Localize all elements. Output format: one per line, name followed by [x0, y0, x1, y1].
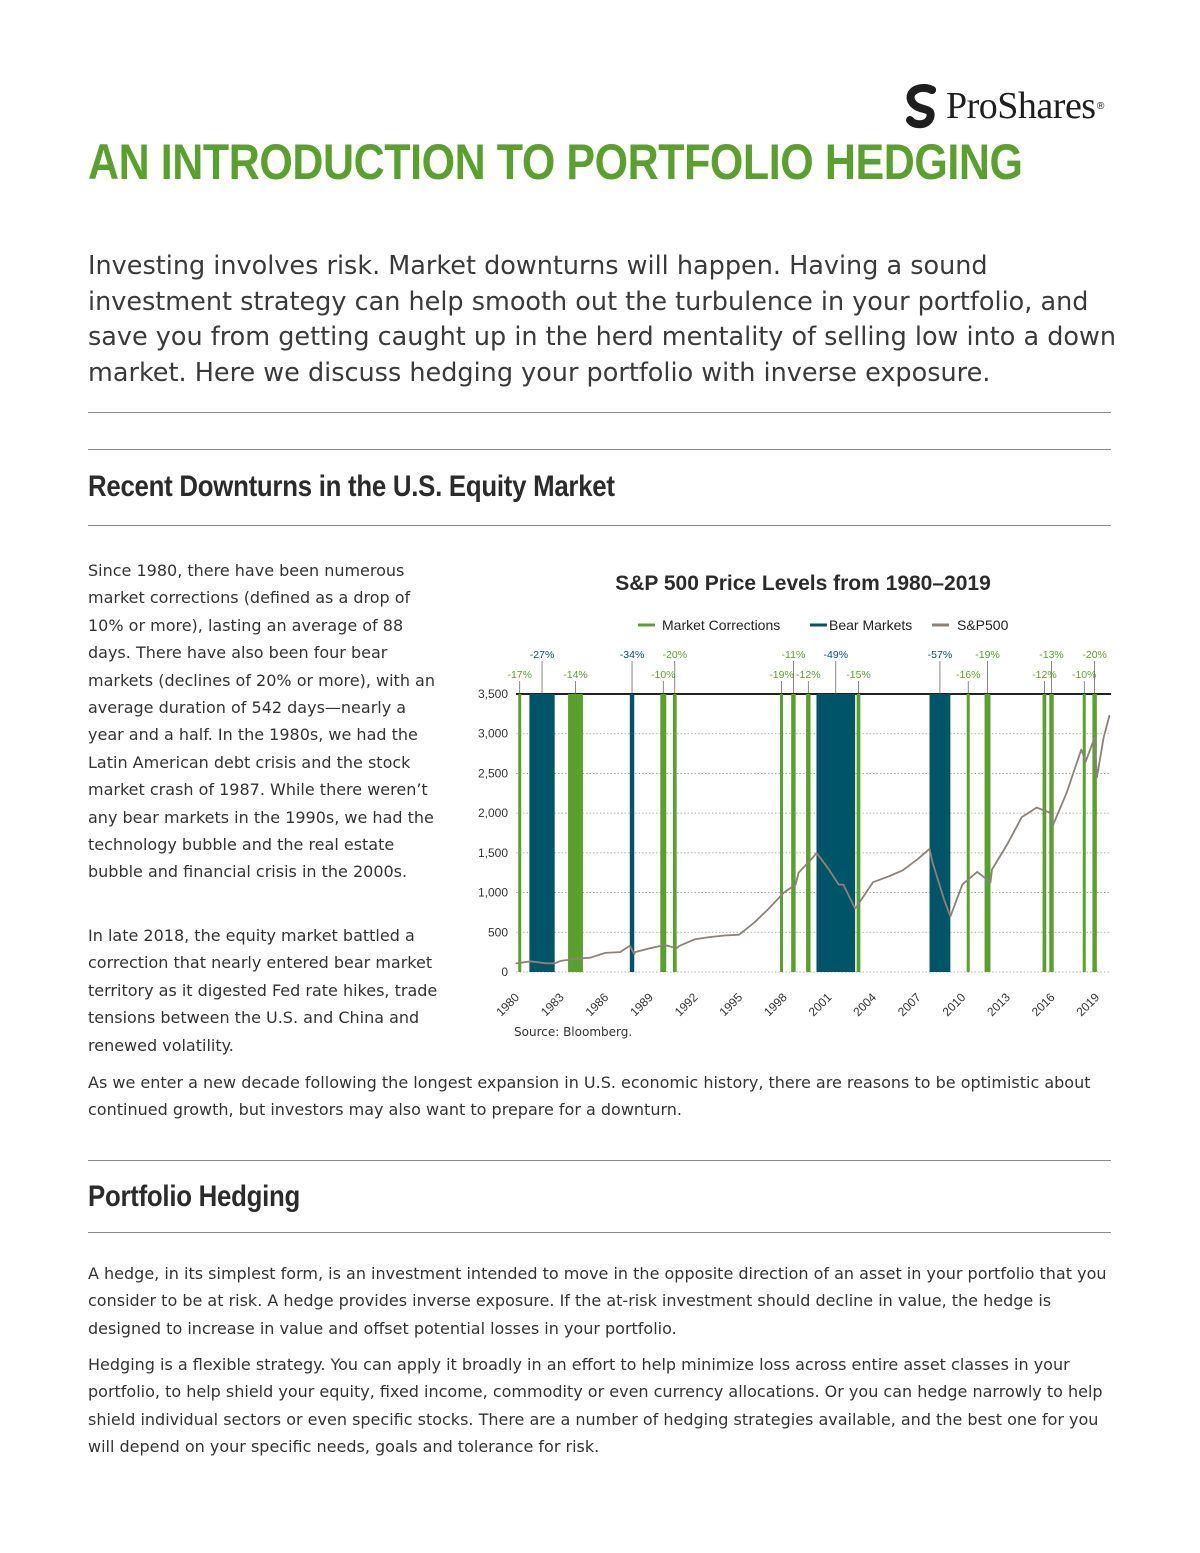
intro-paragraph: Investing involves risk. Market downturns will happen. Having a sound investment strategy can help smooth out the turbulence in your portfolio, and save you from getting caught up in the herd mentality of selling low into a down market. Here we discuss hedging your portfolio with inverse exposure.: [88, 251, 1116, 388]
correction-band: [1049, 694, 1053, 972]
correction-band: [1083, 694, 1086, 972]
sp500-point: [709, 936, 710, 937]
sp500-point: [753, 922, 754, 923]
divider: [88, 1232, 1111, 1233]
sp500-point: [605, 952, 606, 953]
section-heading-downturns: Recent Downturns in the U.S. Equity Market: [88, 470, 615, 503]
correction-band: [518, 694, 521, 972]
x-tick-label: 2007: [894, 990, 924, 1020]
downturn-label: -10%: [651, 669, 676, 681]
downturn-label: -49%: [823, 649, 849, 661]
correction-band: [568, 694, 583, 972]
sp500-point: [1036, 807, 1037, 808]
y-tick-label: 1,500: [477, 845, 508, 860]
y-tick-label: 3,500: [477, 687, 508, 701]
sp500-point: [560, 960, 561, 961]
sp500-point: [798, 872, 799, 873]
x-tick-label: 1995: [716, 990, 746, 1020]
downturn-label: -57%: [927, 649, 953, 661]
downturn-label: -11%: [781, 649, 806, 661]
sp500-point: [724, 935, 725, 936]
sp500-point: [634, 954, 635, 955]
sp500-point: [887, 876, 888, 877]
sp500-point: [977, 871, 978, 872]
y-tick-label: 1,000: [477, 885, 508, 900]
sp500-point: [590, 957, 591, 958]
sp500-point: [739, 934, 740, 935]
chart-title: S&P 500 Price Levels from 1980–2019: [615, 572, 991, 595]
downturn-label: -12%: [796, 669, 821, 681]
x-tick-label: 2004: [850, 990, 880, 1020]
x-tick-label: 2019: [1073, 990, 1103, 1020]
correction-band: [806, 694, 810, 972]
downturn-label: -20%: [1082, 649, 1107, 661]
downturn-label: -19%: [975, 649, 1000, 661]
x-tick-label: 2010: [939, 990, 969, 1020]
sp500-point: [1081, 749, 1082, 750]
sp500-point: [530, 961, 531, 962]
sp500-point: [620, 952, 621, 953]
downturn-bands: [507, 649, 1106, 972]
proshares-logo: [902, 80, 1127, 132]
sp500-point: [813, 856, 814, 857]
correction-band: [857, 694, 861, 972]
chart-legend: [638, 617, 1009, 633]
sp500-point: [902, 870, 903, 871]
sp500-point: [1021, 817, 1022, 818]
legend-label-bear: Bear Markets: [829, 617, 913, 633]
sp500-point: [1051, 813, 1052, 814]
sp500-point: [676, 948, 677, 949]
sp500-point: [649, 948, 650, 949]
logo-wordmark: ProShares: [946, 85, 1096, 127]
sp500-point: [828, 868, 829, 869]
downturn-label: -34%: [619, 649, 645, 661]
downturns-paragraph-1: Since 1980, there have been numerous market corrections (defined as a drop of 10% or more), lasting an average of 88 days. There have also been four bear markets (declines of 20% or more), with an average duration of 542 days—nearly a year and a half. In the 1980s, we had the Latin American debt crisis and the stock market crash of 1987. While there weren’t any bear markets in the 1990s, we had the technology bubble and the real estate bubble and financial crisis in the 2000s.: [88, 561, 435, 882]
x-tick-label: 1992: [671, 990, 701, 1020]
sp500-point: [575, 958, 576, 959]
sp500-point: [917, 859, 918, 860]
y-tick-label: 2,000: [477, 806, 508, 821]
divider: [88, 525, 1111, 526]
proshares-mark-icon: [902, 82, 944, 130]
x-tick-label: 2001: [805, 990, 835, 1020]
sp500-point: [554, 963, 555, 964]
downturn-label: -12%: [1032, 669, 1057, 681]
x-tick-label: 2013: [984, 990, 1013, 1020]
bear-market-band: [630, 694, 634, 972]
x-tick-label: 1986: [582, 990, 612, 1020]
divider: [88, 1160, 1111, 1161]
correction-band: [780, 694, 783, 972]
bear-market-band: [816, 694, 855, 972]
sp500-chart: [460, 560, 1130, 1050]
sp500-point: [515, 963, 516, 964]
legend-label-sp500: S&P500: [957, 617, 1009, 633]
correction-band: [1092, 694, 1096, 972]
sp500-point: [929, 848, 930, 849]
divider: [88, 412, 1111, 413]
downturn-label: -20%: [662, 649, 688, 661]
sp500-point: [962, 884, 963, 885]
downturn-label: -16%: [955, 669, 981, 681]
correction-band: [1043, 694, 1047, 972]
downturn-label: -27%: [529, 649, 555, 661]
sp500-point: [1103, 737, 1104, 738]
sp500-point: [634, 952, 635, 953]
divider: [88, 449, 1111, 450]
sp500-point: [1006, 844, 1007, 845]
bear-market-band: [529, 694, 554, 972]
downturn-label: -17%: [507, 669, 532, 681]
sp500-point: [816, 852, 817, 853]
sp500-point: [843, 884, 844, 885]
sp500-point: [950, 916, 951, 917]
grid-layer: [516, 694, 1111, 972]
downturns-paragraph-2: In late 2018, the equity market battled a correction that nearly entered bear market territory as it digested Fed rate hikes, trade tensions between the U.S. and China and renewed volatility.: [88, 926, 438, 1055]
sp500-point: [944, 900, 945, 901]
sp500-point: [629, 945, 630, 946]
sp500-point: [990, 882, 991, 883]
sp500-point: [838, 884, 839, 885]
correction-band: [673, 694, 677, 972]
sp500-point: [545, 963, 546, 964]
hedging-paragraph-1: A hedge, in its simplest form, is an investment intended to move in the opposite direction of an asset in your portfolio that you consider to be at risk. A hedge provides inverse exposure. If the at-risk investment should decline in value, the hedge is designed to increase in value and offset potential losses in your portfolio.: [88, 1264, 1107, 1338]
logo-trademark: ®: [1095, 100, 1106, 112]
correction-band: [967, 694, 970, 972]
series-layer: [515, 715, 1110, 964]
sp500-point: [855, 908, 856, 909]
downturns-paragraph-3: As we enter a new decade following the longest expansion in U.S. economic history, there are reasons to be optimistic about continued growth, but investors may also want to prepare for a downturn.: [88, 1073, 1091, 1120]
sp500-point: [932, 862, 933, 863]
sp500-point: [858, 904, 859, 905]
y-tick-label: 0: [501, 965, 508, 979]
sp500-point: [991, 869, 992, 870]
x-tick-label: 1980: [493, 990, 523, 1020]
sp500-point: [783, 892, 784, 893]
chart-source: Source: Bloomberg.: [514, 1025, 633, 1039]
sp500-point: [1052, 824, 1053, 825]
correction-band: [985, 694, 991, 972]
y-tick-label: 500: [487, 925, 508, 940]
sp500-point: [768, 908, 769, 909]
downturn-label: -15%: [846, 669, 871, 681]
sp500-point: [1085, 761, 1086, 762]
legend-label-corrections: Market Corrections: [662, 617, 781, 633]
downturn-label: -10%: [1071, 669, 1097, 681]
bear-market-band: [930, 694, 951, 972]
x-tick-label: 2016: [1028, 990, 1058, 1020]
hedging-paragraph-2: Hedging is a flexible strategy. You can apply it broadly in an effort to help minimize loss across entire asset classes in your portfolio, to help shield your equity, fixed income, commodity or even currency allocations. Or you can hedge narrowly to help shield individual sectors or even specific stocks. There are a number of hedging strategies available, and the best one for you will depend on your specific needs, goals and tolerance for risk.: [88, 1355, 1103, 1457]
x-tick-label: 1989: [627, 990, 656, 1020]
sp500-point: [1109, 715, 1110, 716]
correction-band: [791, 694, 795, 972]
correction-band: [660, 694, 666, 972]
sp500-point: [664, 944, 665, 945]
y-tick-label: 3,000: [477, 726, 508, 741]
page-title: AN INTRODUCTION TO PORTFOLIO HEDGING: [88, 134, 1023, 190]
section-heading-hedging: Portfolio Hedging: [88, 1180, 301, 1213]
sp500-point: [679, 945, 680, 946]
sp500-point: [872, 882, 873, 883]
chart-svg: [460, 560, 1130, 1050]
sp500-point: [694, 939, 695, 940]
sp500-point: [1066, 793, 1067, 794]
downturn-label: -14%: [563, 669, 588, 681]
sp500-point: [1096, 777, 1097, 778]
sp500-point: [1094, 737, 1095, 738]
downturn-label: -19%: [769, 669, 794, 681]
x-tick-label: 1983: [537, 990, 567, 1020]
y-tick-label: 2,500: [477, 766, 508, 781]
sp500-point: [795, 884, 796, 885]
x-tick-label: 1998: [761, 990, 790, 1020]
sp500-line: [516, 715, 1110, 963]
downturn-label: -13%: [1039, 649, 1064, 661]
